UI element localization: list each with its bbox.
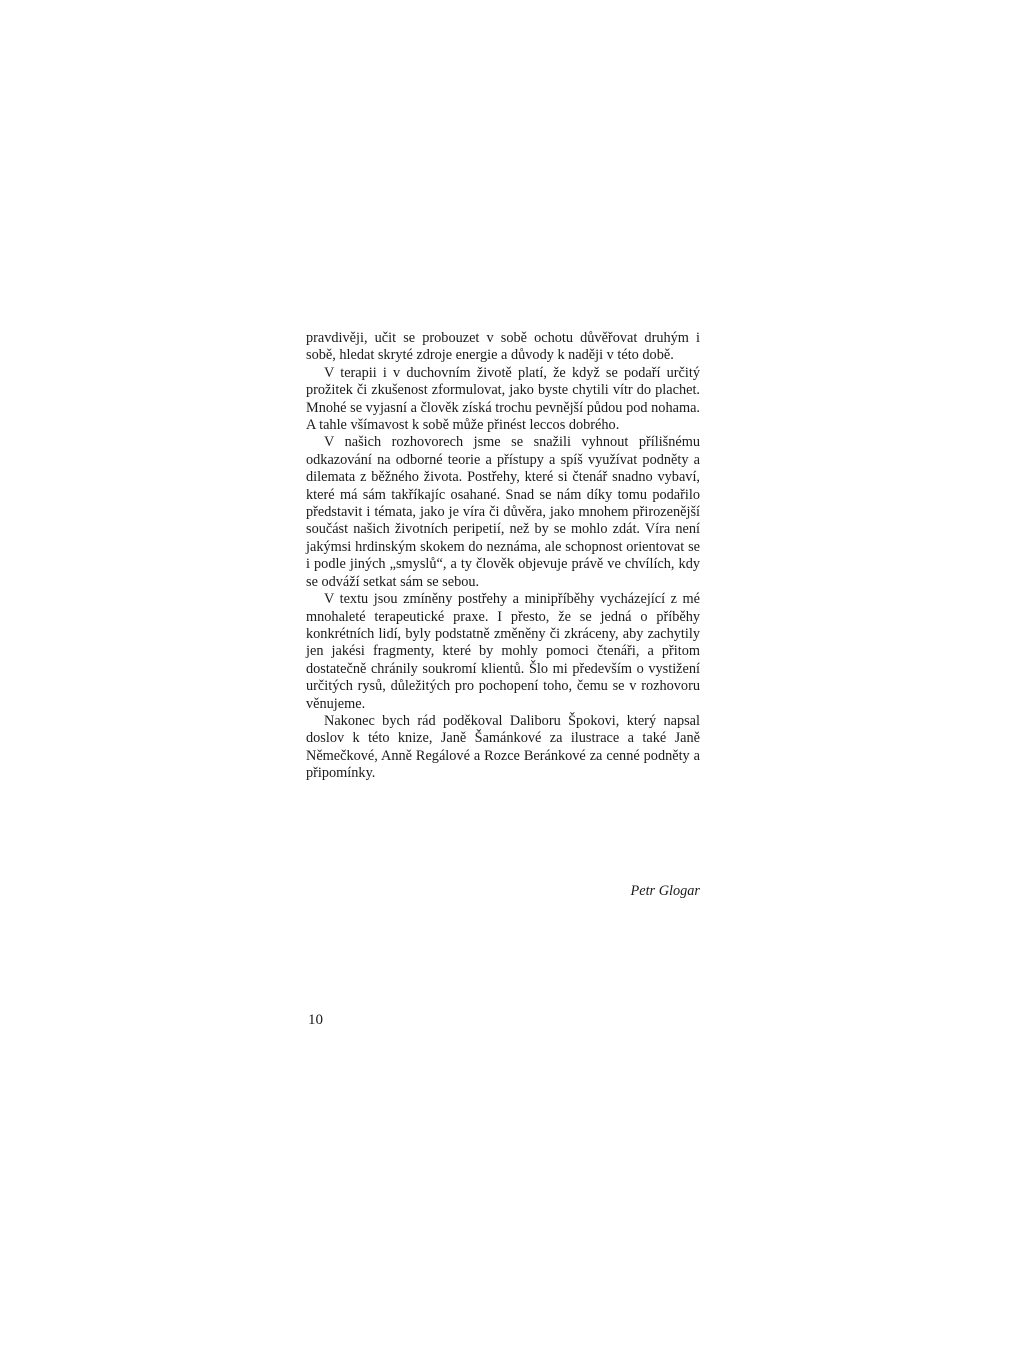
body-text (306, 330, 700, 783)
paragraph: Nakonec bych rád poděkoval Daliboru Špokovi, který napsal doslov k této knize, Janě Šamánkové za ilustrace a také Janě Němečkové, Anně Regálové a Rozce Beránkové za cenné podněty a připomínky. (306, 712, 700, 782)
paragraph: pravdivěji, učit se probouzet v sobě ochotu důvěřovat druhým i sobě, hledat skryté zdroje energie a důvody k naději v této době. (306, 330, 700, 364)
paragraph: V textu jsou zmíněny postřehy a minipříběhy vycházející z mé mnohaleté terapeutické praxe. I přesto, že se jedná o příběhy konkrétních lidí, byly podstatně změněny či zkráceny, aby zachytily jen jakési fragmenty, které by mohly pomoci čtenáři, a přitom dostatečně chránily soukromí klientů. Šlo mi především o vystižení určitých rysů, důležitých pro pochopení toho, čemu se v rozhovoru věnujeme. (306, 591, 700, 712)
paragraph: V našich rozhovorech jsme se snažili vyhnout přílišnému odkazování na odborné teorie a přístupy a spíš využívat podněty a dilemata z běžného života. Postřehy, které si čtenář snadno vybaví, které má sám takříkajíc osahané. Snad se nám díky tomu podařilo představit i témata, jako je víra či důvěra, jako mnohem přirozenější součást našich životních peripetií, než by se mohlo zdát. Víra není jakýmsi hrdinským skokem do neznáma, ale schopnost orientovat se i podle jiných „smyslů“, a ty člověk objevuje právě ve chvílích, kdy se odváží setkat sám se sebou. (306, 434, 700, 590)
paragraph: V terapii i v duchovním životě platí, že když se podaří určitý prožitek či zkušenost zformulovat, jako byste chytili vítr do plachet. Mnohé se vyjasní a člověk získá trochu pevnější půdou pod nohama. A tahle všímavost k sobě může přinést leccos dobrého. (306, 364, 700, 434)
author-signature: Petr Glogar (630, 883, 700, 899)
page-number: 10 (308, 1012, 323, 1028)
